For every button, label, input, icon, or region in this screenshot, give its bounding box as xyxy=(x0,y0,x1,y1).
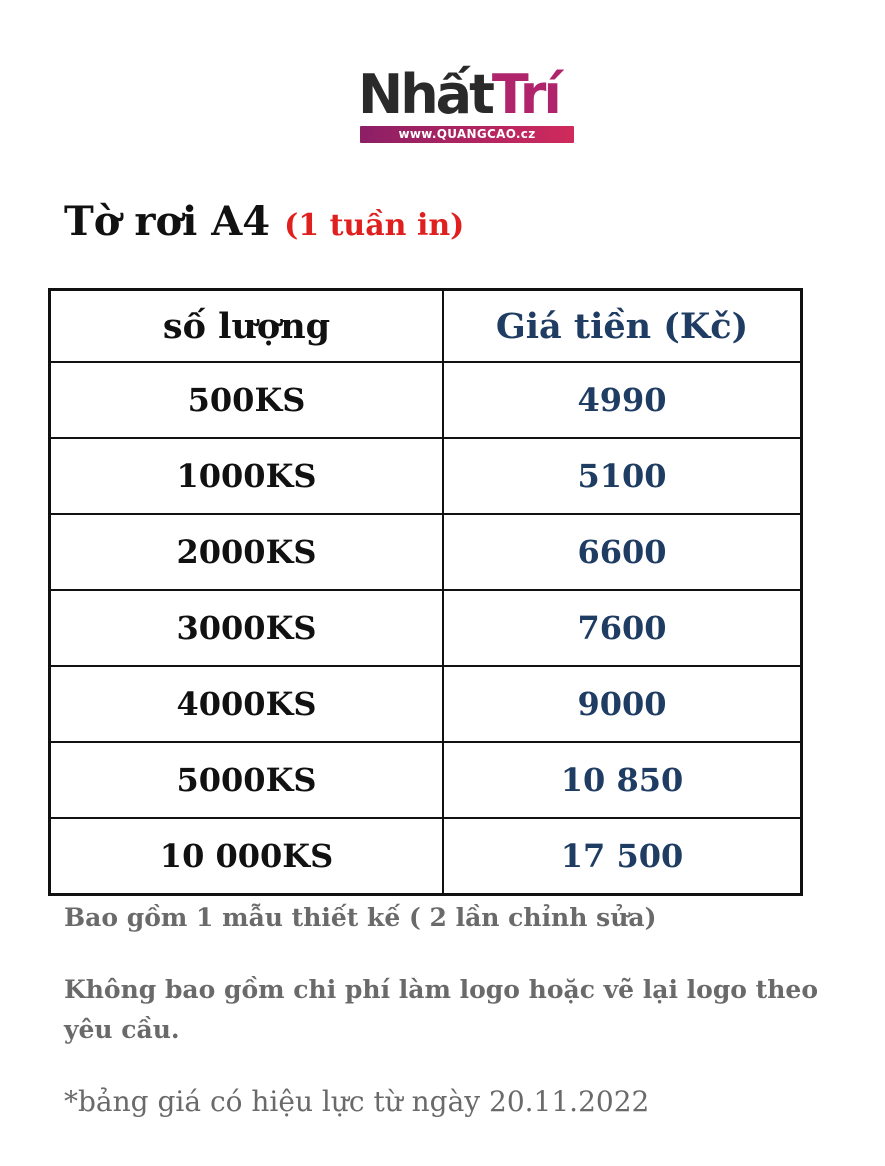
table-row xyxy=(50,438,802,514)
quantity-cell: 3000KS xyxy=(50,590,444,666)
table-header-row xyxy=(50,290,802,363)
title-print-time: (1 tuần in) xyxy=(284,208,465,243)
logo-website: www.QUANGCAO.cz xyxy=(360,126,574,143)
header-price: Giá tiền (Kč) xyxy=(443,290,802,363)
quantity-cell: 10 000KS xyxy=(50,818,444,895)
page-title xyxy=(64,198,464,245)
quantity-cell: 5000KS xyxy=(50,742,444,818)
note-design-included: Bao gồm 1 mẫu thiết kế ( 2 lần chỉnh sửa) xyxy=(64,903,657,932)
price-cell: 7600 xyxy=(443,590,802,666)
header-quantity: số lượng xyxy=(50,290,444,363)
logo-word-tri: Trí xyxy=(491,63,559,126)
price-cell: 10 850 xyxy=(443,742,802,818)
price-table xyxy=(48,288,803,896)
table-row xyxy=(50,362,802,438)
quantity-cell: 500KS xyxy=(50,362,444,438)
note-validity-date: *bảng giá có hiệu lực từ ngày 20.11.2022 xyxy=(64,1085,650,1118)
quantity-cell: 4000KS xyxy=(50,666,444,742)
logo-word-nhat: Nhất xyxy=(358,63,492,126)
price-cell: 5100 xyxy=(443,438,802,514)
price-cell: 4990 xyxy=(443,362,802,438)
note-logo-excluded: Không bao gồm chi phí làm logo hoặc vẽ lại logo theo yêu cầu. xyxy=(64,975,818,1044)
table-row xyxy=(50,514,802,590)
title-main: Tờ rơi A4 xyxy=(64,198,271,245)
table-row xyxy=(50,666,802,742)
brand-logo xyxy=(358,63,578,148)
table-row xyxy=(50,742,802,818)
quantity-cell: 1000KS xyxy=(50,438,444,514)
price-cell: 9000 xyxy=(443,666,802,742)
quantity-cell: 2000KS xyxy=(50,514,444,590)
table-row xyxy=(50,818,802,895)
logo-wordmark xyxy=(358,63,559,126)
price-cell: 17 500 xyxy=(443,818,802,895)
price-cell: 6600 xyxy=(443,514,802,590)
table-row xyxy=(50,590,802,666)
